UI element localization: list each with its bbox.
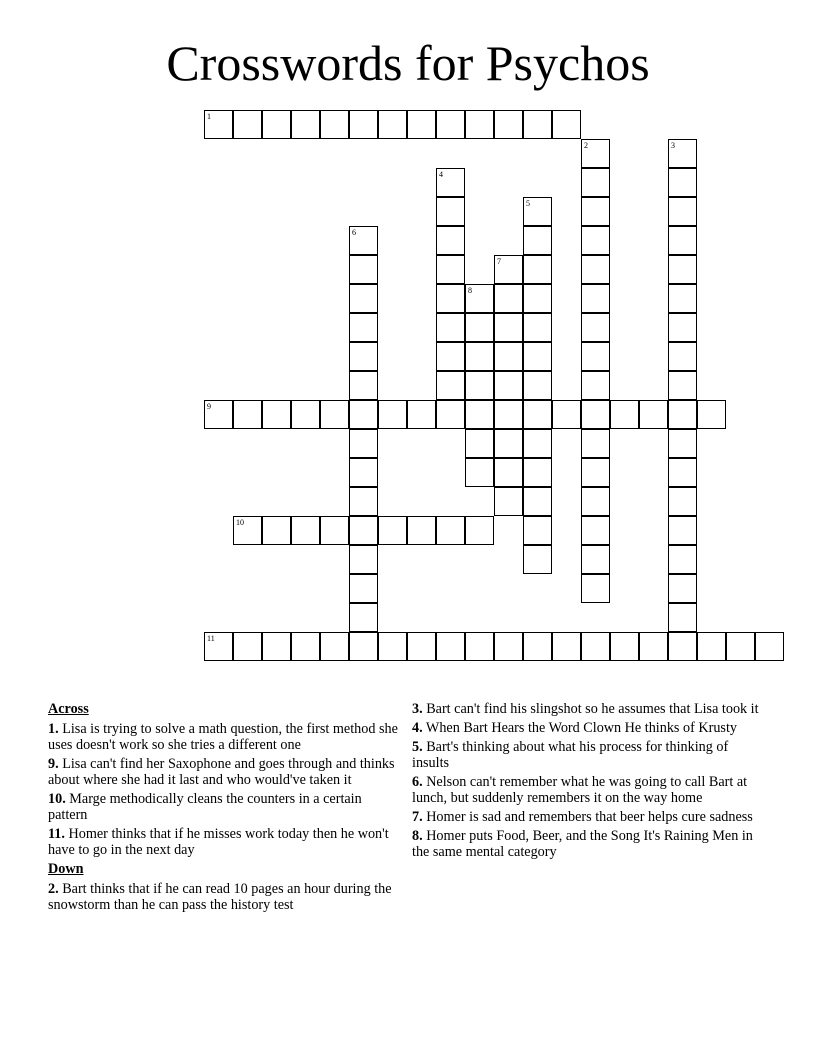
grid-cell[interactable] [668,516,697,545]
grid-cell[interactable] [697,400,726,429]
grid-cell[interactable] [349,603,378,632]
grid-cell[interactable] [494,284,523,313]
cell-number: 3 [671,141,675,150]
grid-cell[interactable] [552,632,581,661]
grid-cell[interactable] [668,458,697,487]
grid-cell[interactable] [581,371,610,400]
cell-number: 2 [584,141,588,150]
grid-cell[interactable] [668,168,697,197]
grid-cell[interactable] [581,255,610,284]
grid-cell[interactable] [581,284,610,313]
grid-cell[interactable] [349,458,378,487]
clue-number: 7. [412,809,423,825]
grid-cell[interactable] [523,197,552,226]
down-heading: Down [48,861,84,877]
grid-cell[interactable] [494,313,523,342]
grid-cell[interactable] [465,371,494,400]
clues-left-column [48,701,404,916]
grid-cell[interactable] [349,110,378,139]
clue-down-7 [412,809,762,825]
grid-cell[interactable] [523,632,552,661]
clue-down-2 [48,881,404,913]
grid-cell[interactable] [494,458,523,487]
grid-cell[interactable] [610,400,639,429]
cell-number: 8 [468,286,472,295]
grid-cell[interactable] [349,516,378,545]
grid-cell[interactable] [378,400,407,429]
grid-cell[interactable] [436,400,465,429]
grid-cell[interactable] [349,342,378,371]
grid-cell[interactable] [668,139,697,168]
clue-text: Bart thinks that if he can read 10 pages an hour during the snowstorm than he can pass the history test [48,881,392,913]
grid-cell[interactable] [523,487,552,516]
grid-cell[interactable] [581,313,610,342]
cell-number: 10 [236,518,244,527]
grid-cell[interactable] [523,371,552,400]
grid-cell[interactable] [233,632,262,661]
grid-cell[interactable] [668,313,697,342]
grid-cell[interactable] [436,168,465,197]
grid-cell[interactable] [465,284,494,313]
grid-cell[interactable] [552,110,581,139]
grid-cell[interactable] [494,632,523,661]
grid-cell[interactable] [378,632,407,661]
grid-cell[interactable] [668,574,697,603]
grid-cell[interactable] [465,313,494,342]
grid-cell[interactable] [204,632,233,661]
grid-cell[interactable] [465,632,494,661]
clue-text: Bart's thinking about what his process for thinking of insults [412,739,729,771]
grid-cell[interactable] [581,545,610,574]
grid-cell[interactable] [581,139,610,168]
grid-cell[interactable] [349,545,378,574]
grid-cell[interactable] [349,487,378,516]
clue-down-5 [412,739,762,771]
grid-cell[interactable] [378,110,407,139]
grid-cell[interactable] [494,487,523,516]
grid-cell[interactable] [349,632,378,661]
grid-cell[interactable] [755,632,784,661]
cell-number: 7 [497,257,501,266]
grid-cell[interactable] [581,226,610,255]
grid-cell[interactable] [581,197,610,226]
grid-cell[interactable] [465,458,494,487]
grid-cell[interactable] [465,400,494,429]
grid-cell[interactable] [349,574,378,603]
clue-number: 5. [412,739,423,755]
clue-text: Bart can't find his slingshot so he assumes that Lisa took it [422,701,759,717]
grid-cell[interactable] [291,516,320,545]
grid-cell[interactable] [494,255,523,284]
grid-cell[interactable] [349,400,378,429]
grid-cell[interactable] [523,400,552,429]
grid-cell[interactable] [668,284,697,313]
cell-number: 11 [207,634,215,643]
grid-cell[interactable] [262,516,291,545]
grid-cell[interactable] [233,110,262,139]
grid-cell[interactable] [552,400,581,429]
clue-number: 4. [412,720,423,736]
grid-cell[interactable] [610,632,639,661]
cell-number: 6 [352,228,356,237]
grid-cell[interactable] [407,110,436,139]
clue-number: 8. [412,828,423,844]
grid-cell[interactable] [320,632,349,661]
grid-cell[interactable] [407,632,436,661]
grid-cell[interactable] [378,516,407,545]
cell-number: 9 [207,402,211,411]
grid-cell[interactable] [668,371,697,400]
grid-cell[interactable] [494,429,523,458]
grid-cell[interactable] [436,226,465,255]
clue-across-9 [48,756,404,788]
grid-cell[interactable] [494,400,523,429]
grid-cell[interactable] [436,197,465,226]
grid-cell[interactable] [291,400,320,429]
grid-cell[interactable] [523,110,552,139]
grid-cell[interactable] [523,255,552,284]
grid-cell[interactable] [436,284,465,313]
cell-number: 4 [439,170,443,179]
grid-cell[interactable] [494,371,523,400]
clue-down-4 [412,720,762,736]
grid-cell[interactable] [726,632,755,661]
grid-cell[interactable] [581,458,610,487]
grid-cell[interactable] [291,632,320,661]
grid-cell[interactable] [581,574,610,603]
grid-cell[interactable] [581,400,610,429]
clue-number: 1. [48,721,59,737]
clue-number: 3. [412,701,423,717]
grid-cell[interactable] [349,255,378,284]
grid-cell[interactable] [523,458,552,487]
grid-cell[interactable] [465,342,494,371]
grid-cell[interactable] [494,110,523,139]
grid-cell[interactable] [523,429,552,458]
grid-cell[interactable] [262,110,291,139]
grid-cell[interactable] [639,400,668,429]
grid-cell[interactable] [349,226,378,255]
clue-across-11 [48,826,404,858]
grid-cell[interactable] [697,632,726,661]
grid-cell[interactable] [204,110,233,139]
grid-cell[interactable] [465,429,494,458]
clues-right-column [412,701,762,863]
clue-down-6 [412,774,762,806]
grid-cell[interactable] [436,516,465,545]
grid-cell[interactable] [436,371,465,400]
grid-cell[interactable] [668,545,697,574]
grid-cell[interactable] [581,487,610,516]
grid-cell[interactable] [436,632,465,661]
grid-cell[interactable] [436,342,465,371]
cell-number: 5 [526,199,530,208]
grid-cell[interactable] [407,516,436,545]
grid-cell[interactable] [349,371,378,400]
clue-number: 10. [48,791,66,807]
across-heading: Across [48,701,89,717]
grid-cell[interactable] [320,110,349,139]
grid-cell[interactable] [494,342,523,371]
clue-across-10 [48,791,404,823]
clue-text: Nelson can't remember what he was going to call Bart at lunch, but suddenly remembers it on the way home [412,774,748,806]
grid-cell[interactable] [436,255,465,284]
grid-cell[interactable] [668,603,697,632]
clue-number: 6. [412,774,423,790]
grid-cell[interactable] [668,429,697,458]
clue-text: Lisa can't find her Saxophone and goes through and thinks about where she had it last and who would've taken it [48,756,395,788]
grid-cell[interactable] [581,168,610,197]
grid-cell[interactable] [349,284,378,313]
clue-text: When Bart Hears the Word Clown He thinks of Krusty [422,720,737,736]
grid-cell[interactable] [233,516,262,545]
clue-text: Homer is sad and remembers that beer helps cure sadness [422,809,753,825]
clue-down-8 [412,828,762,860]
grid-cell[interactable] [349,313,378,342]
grid-cell[interactable] [465,516,494,545]
grid-cell[interactable] [262,632,291,661]
clue-text: Marge methodically cleans the counters in a certain pattern [48,791,362,823]
grid-cell[interactable] [668,226,697,255]
grid-cell[interactable] [668,487,697,516]
grid-cell[interactable] [523,313,552,342]
grid-cell[interactable] [523,545,552,574]
clue-number: 11. [48,826,65,842]
clue-number: 2. [48,881,59,897]
grid-cell[interactable] [320,516,349,545]
clue-text: Homer thinks that if he misses work today then he won't have to go in the next day [48,826,389,858]
grid-cell[interactable] [407,400,436,429]
clue-text: Homer puts Food, Beer, and the Song It's Raining Men in the same mental category [412,828,753,860]
grid-cell[interactable] [668,255,697,284]
grid-cell[interactable] [581,342,610,371]
page-title: Crosswords for Psychos [166,35,650,91]
clue-across-1 [48,721,404,753]
grid-cell[interactable] [668,632,697,661]
grid-cell[interactable] [204,400,233,429]
clue-number: 9. [48,756,59,772]
grid-cell[interactable] [262,400,291,429]
grid-cell[interactable] [581,632,610,661]
grid-cell[interactable] [523,284,552,313]
grid-cell[interactable] [523,342,552,371]
grid-cell[interactable] [581,429,610,458]
grid-cell[interactable] [436,110,465,139]
grid-cell[interactable] [436,313,465,342]
grid-cell[interactable] [320,400,349,429]
grid-cell[interactable] [233,400,262,429]
grid-cell[interactable] [581,516,610,545]
grid-cell[interactable] [465,110,494,139]
grid-cell[interactable] [523,226,552,255]
clue-down-3 [412,701,762,717]
clue-text: Lisa is trying to solve a math question, the first method she uses doesn't work so she tries a different one [48,721,398,753]
grid-cell[interactable] [668,400,697,429]
grid-cell[interactable] [349,429,378,458]
grid-cell[interactable] [668,197,697,226]
grid-cell[interactable] [523,516,552,545]
grid-cell[interactable] [291,110,320,139]
grid-cell[interactable] [668,342,697,371]
cell-number: 1 [207,112,211,121]
grid-cell[interactable] [639,632,668,661]
